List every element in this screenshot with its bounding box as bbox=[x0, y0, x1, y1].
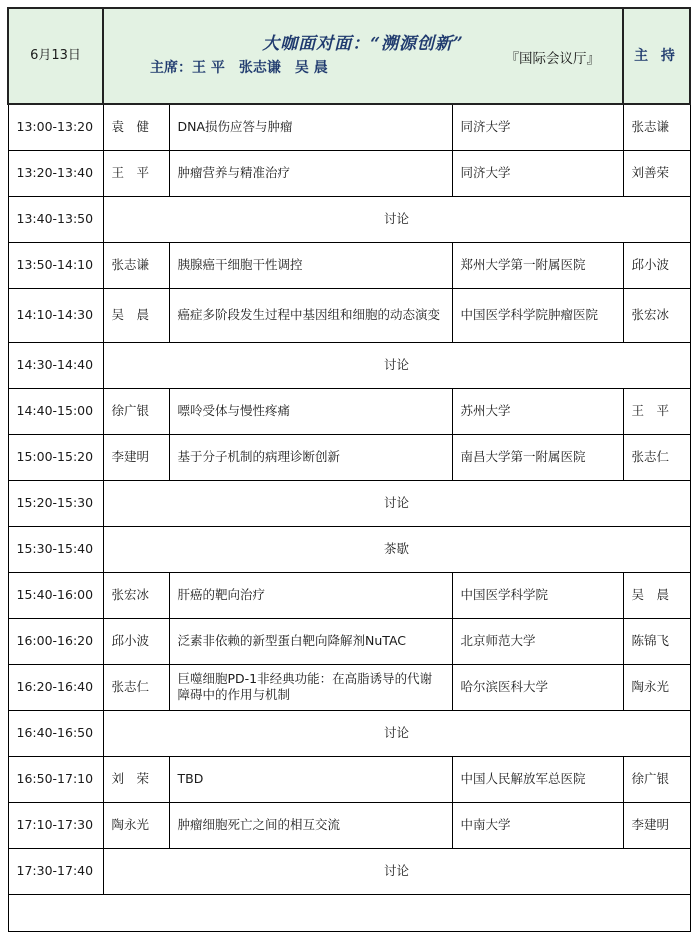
empty-row bbox=[8, 894, 690, 931]
session-header bbox=[103, 8, 623, 104]
talk-speaker: 邱小波 bbox=[103, 618, 169, 664]
talk-speaker: 王 平 bbox=[103, 150, 169, 196]
talk-host: 陈锦飞 bbox=[623, 618, 690, 664]
empty-cell bbox=[8, 894, 690, 931]
talk-row bbox=[8, 104, 690, 150]
talk-speaker: 陶永光 bbox=[103, 802, 169, 848]
talk-time: 14:40-15:00 bbox=[8, 388, 103, 434]
talk-speaker: 徐广银 bbox=[103, 388, 169, 434]
talk-topic: 基于分子机制的病理诊断创新 bbox=[169, 434, 452, 480]
talk-topic: 胰腺癌干细胞干性调控 bbox=[169, 242, 452, 288]
talk-row bbox=[8, 288, 690, 342]
talk-row bbox=[8, 802, 690, 848]
break-label: 茶歇 bbox=[103, 526, 690, 572]
talk-row bbox=[8, 756, 690, 802]
talk-speaker: 吴 晨 bbox=[103, 288, 169, 342]
break-label: 讨论 bbox=[103, 848, 690, 894]
talk-topic: DNA损伤应答与肿瘤 bbox=[169, 104, 452, 150]
talk-topic: 泛素非依赖的新型蛋白靶向降解剂NuTAC bbox=[169, 618, 452, 664]
talk-topic: 肿瘤营养与精准治疗 bbox=[169, 150, 452, 196]
agenda-body bbox=[8, 104, 690, 931]
talk-host: 张志谦 bbox=[623, 104, 690, 150]
break-row bbox=[8, 526, 690, 572]
talk-speaker: 刘 荣 bbox=[103, 756, 169, 802]
session-venue: 『国际会议厅』 bbox=[505, 51, 600, 67]
talk-time: 13:40-13:50 bbox=[8, 196, 103, 242]
host-column-header: 主 持 bbox=[623, 8, 690, 104]
break-row bbox=[8, 342, 690, 388]
talk-host: 邱小波 bbox=[623, 242, 690, 288]
talk-host: 徐广银 bbox=[623, 756, 690, 802]
talk-row bbox=[8, 664, 690, 710]
talk-host: 刘善荣 bbox=[623, 150, 690, 196]
talk-organization: 苏州大学 bbox=[452, 388, 623, 434]
break-label: 讨论 bbox=[103, 196, 690, 242]
talk-organization: 哈尔滨医科大学 bbox=[452, 664, 623, 710]
break-row bbox=[8, 848, 690, 894]
talk-topic: 癌症多阶段发生过程中基因组和细胞的动态演变 bbox=[169, 288, 452, 342]
talk-row bbox=[8, 618, 690, 664]
talk-speaker: 张志仁 bbox=[103, 664, 169, 710]
break-label: 讨论 bbox=[103, 342, 690, 388]
talk-speaker: 张宏冰 bbox=[103, 572, 169, 618]
talk-row bbox=[8, 572, 690, 618]
talk-time: 13:20-13:40 bbox=[8, 150, 103, 196]
session-chairs: 主席：王 平 张志谦 吴 晨 bbox=[150, 60, 328, 76]
agenda-table bbox=[7, 7, 691, 932]
talk-topic: 嘌呤受体与慢性疼痛 bbox=[169, 388, 452, 434]
talk-row bbox=[8, 150, 690, 196]
talk-speaker: 张志谦 bbox=[103, 242, 169, 288]
talk-time: 14:30-14:40 bbox=[8, 342, 103, 388]
break-row bbox=[8, 480, 690, 526]
talk-topic: TBD bbox=[169, 756, 452, 802]
break-label: 讨论 bbox=[103, 480, 690, 526]
talk-speaker: 袁 健 bbox=[103, 104, 169, 150]
break-row bbox=[8, 710, 690, 756]
talk-organization: 中国医学科学院肿瘤医院 bbox=[452, 288, 623, 342]
talk-time: 16:50-17:10 bbox=[8, 756, 103, 802]
talk-time: 13:50-14:10 bbox=[8, 242, 103, 288]
talk-organization: 中南大学 bbox=[452, 802, 623, 848]
talk-organization: 同济大学 bbox=[452, 150, 623, 196]
header-row bbox=[8, 8, 690, 104]
talk-topic: 巨噬细胞PD-1非经典功能：在高脂诱导的代谢障碍中的作用与机制 bbox=[169, 664, 452, 710]
talk-speaker: 李建明 bbox=[103, 434, 169, 480]
talk-time: 17:30-17:40 bbox=[8, 848, 103, 894]
talk-host: 陶永光 bbox=[623, 664, 690, 710]
break-row bbox=[8, 196, 690, 242]
talk-organization: 郑州大学第一附属医院 bbox=[452, 242, 623, 288]
talk-topic: 肝癌的靶向治疗 bbox=[169, 572, 452, 618]
talk-organization: 中国医学科学院 bbox=[452, 572, 623, 618]
break-label: 讨论 bbox=[103, 710, 690, 756]
session-title: 大咖面对面：“溯源创新” bbox=[262, 34, 464, 54]
talk-host: 王 平 bbox=[623, 388, 690, 434]
talk-time: 16:20-16:40 bbox=[8, 664, 103, 710]
talk-row bbox=[8, 242, 690, 288]
talk-time: 15:40-16:00 bbox=[8, 572, 103, 618]
talk-time: 15:20-15:30 bbox=[8, 480, 103, 526]
talk-host: 张志仁 bbox=[623, 434, 690, 480]
talk-topic: 肿瘤细胞死亡之间的相互交流 bbox=[169, 802, 452, 848]
talk-time: 15:00-15:20 bbox=[8, 434, 103, 480]
talk-time: 16:40-16:50 bbox=[8, 710, 103, 756]
session-date: 6月13日 bbox=[8, 8, 103, 104]
talk-time: 16:00-16:20 bbox=[8, 618, 103, 664]
talk-organization: 同济大学 bbox=[452, 104, 623, 150]
talk-time: 13:00-13:20 bbox=[8, 104, 103, 150]
talk-row bbox=[8, 434, 690, 480]
talk-time: 17:10-17:30 bbox=[8, 802, 103, 848]
talk-host: 吴 晨 bbox=[623, 572, 690, 618]
talk-organization: 北京师范大学 bbox=[452, 618, 623, 664]
talk-organization: 中国人民解放军总医院 bbox=[452, 756, 623, 802]
talk-host: 张宏冰 bbox=[623, 288, 690, 342]
talk-row bbox=[8, 388, 690, 434]
talk-organization: 南昌大学第一附属医院 bbox=[452, 434, 623, 480]
talk-host: 李建明 bbox=[623, 802, 690, 848]
talk-time: 14:10-14:30 bbox=[8, 288, 103, 342]
talk-time: 15:30-15:40 bbox=[8, 526, 103, 572]
